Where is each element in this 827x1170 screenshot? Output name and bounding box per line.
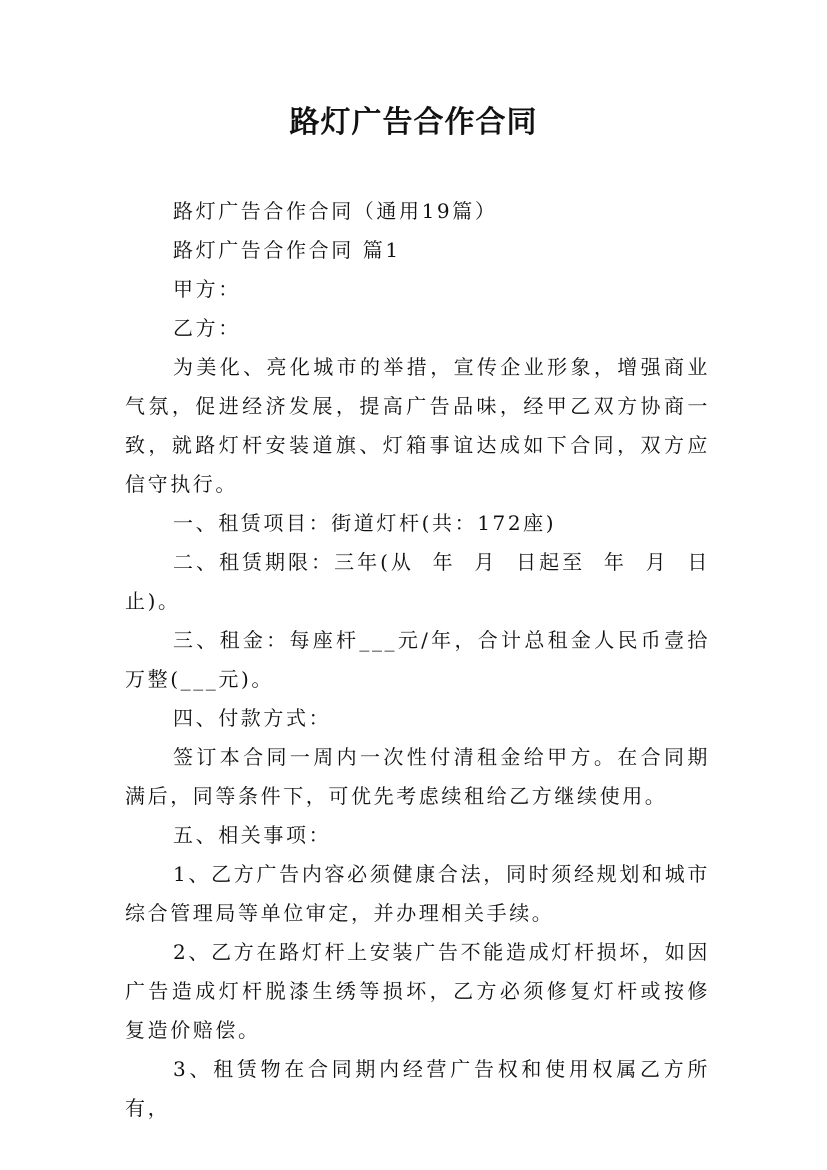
matter-item-3: 3、租赁物在合同期内经营广告权和使用权属乙方所有， xyxy=(125,1057,710,1120)
party-b-line: 乙方： xyxy=(173,316,241,340)
matter-item-2: 2、乙方在路灯杆上安装广告不能造成灯杆损坏，如因广告造成灯杆脱漆生绣等损坏，乙方必须修复灯杆或按修复造价赔偿。 xyxy=(125,940,710,1042)
clause-rent: 三、租金：每座杆___元/年，合计总租金人民币壹拾万整(___元)。 xyxy=(125,628,710,691)
document-title: 路灯广告合作合同 xyxy=(289,105,538,140)
clause-payment-body: 签订本合同一周内一次性付清租金给甲方。在合同期满后，同等条件下，可优先考虑续租给乙方继续使用。 xyxy=(125,745,710,808)
clause-payment-heading: 四、付款方式： xyxy=(173,706,332,730)
subtitle-paragraph: 路灯广告合作合同（通用19篇） xyxy=(173,199,498,223)
document-body xyxy=(125,192,710,1128)
clause-lease-item: 一、租赁项目：街道灯杆(共：172座) xyxy=(173,511,557,535)
party-a-line: 甲方： xyxy=(173,277,241,301)
clause-lease-term: 二、租赁期限：三年(从 年 月 日起至 年 月 日止)。 xyxy=(125,550,710,613)
clause-matters-heading: 五、相关事项： xyxy=(173,823,332,847)
matter-item-1: 1、乙方广告内容必须健康合法，同时须经规划和城市综合管理局等单位审定，并办理相关手续。 xyxy=(125,862,710,925)
preamble-paragraph: 为美化、亮化城市的举措，宣传企业形象，增强商业气氛，促进经济发展，提高广告品味，经甲乙双方协商一致，就路灯杆安装道旗、灯箱事谊达成如下合同，双方应信守执行。 xyxy=(125,355,710,496)
section-heading: 路灯广告合作合同 篇1 xyxy=(173,238,401,262)
